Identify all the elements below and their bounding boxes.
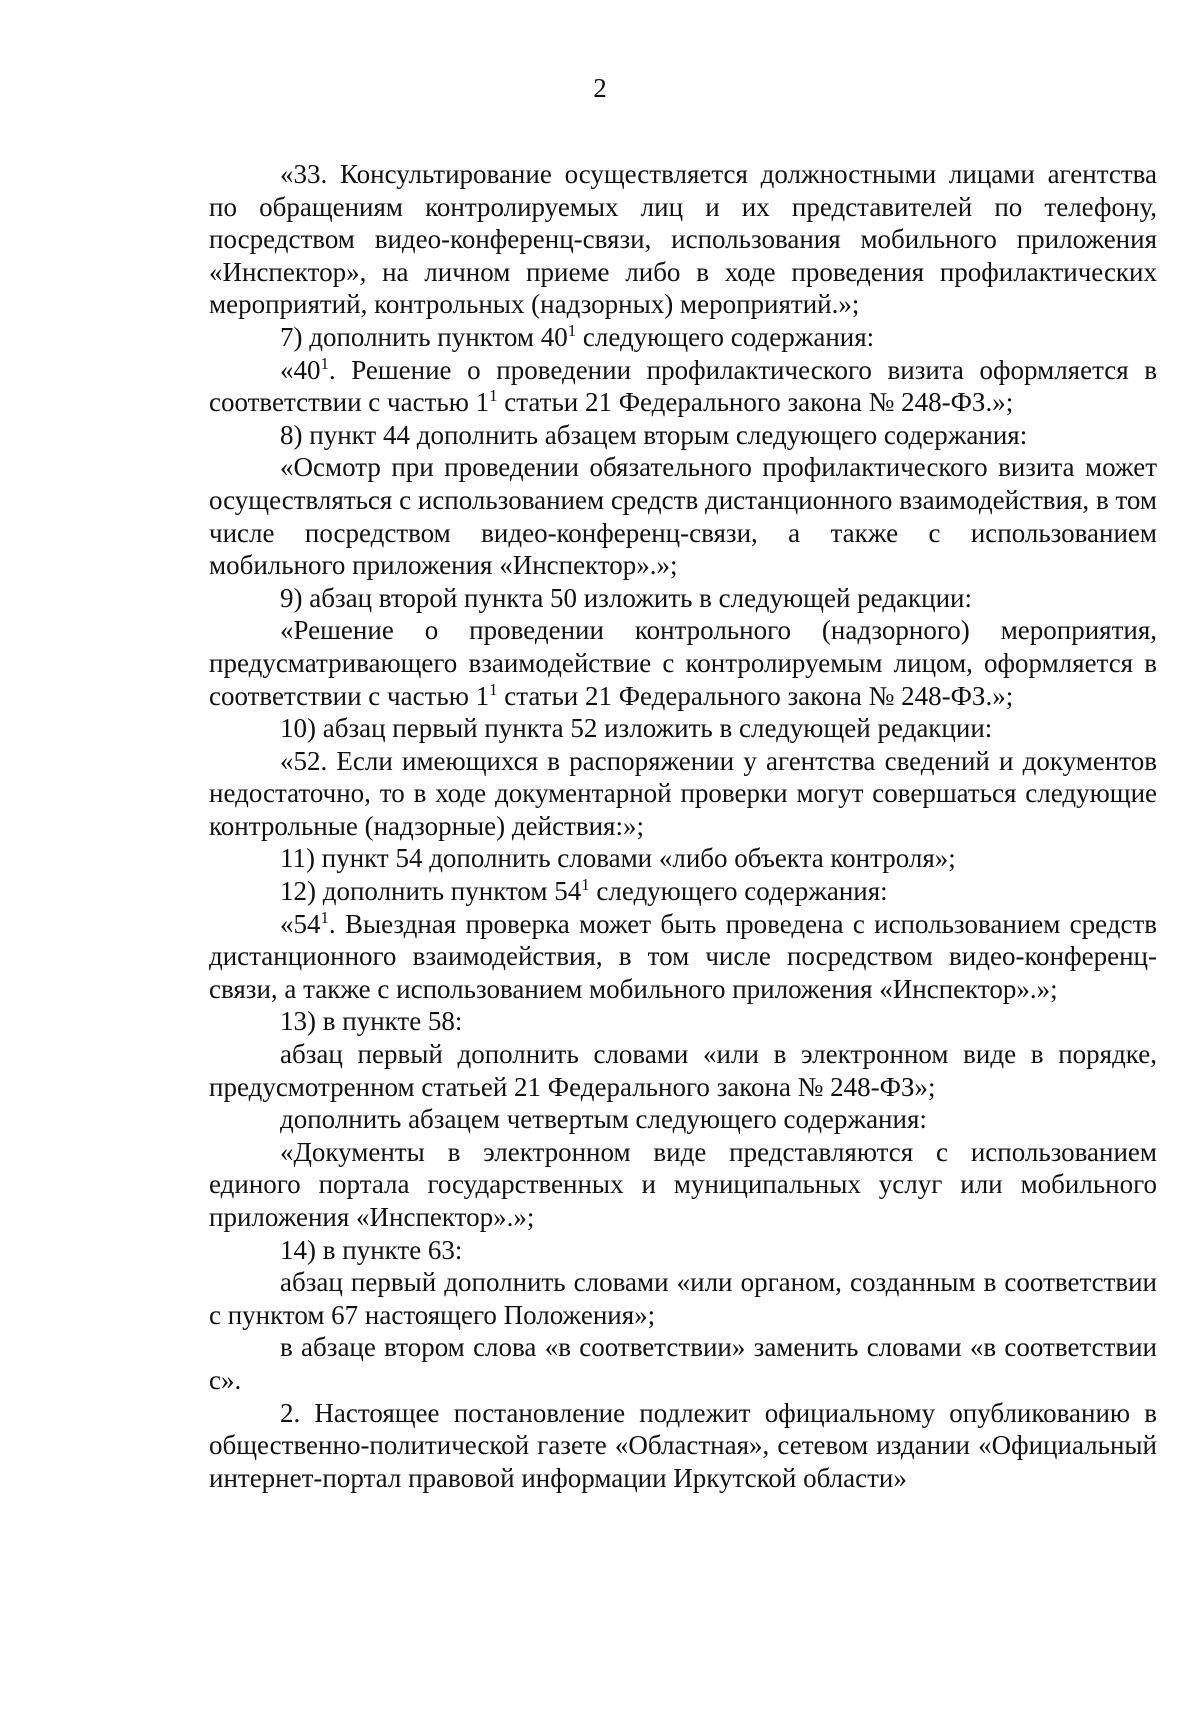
paragraph-item-11: 11) пункт 54 дополнить словами «либо объекта контроля»; bbox=[280, 843, 956, 874]
superscript-index: 1 bbox=[567, 320, 577, 340]
document-body bbox=[209, 158, 1157, 1494]
superscript-index: 1 bbox=[581, 875, 590, 895]
paragraph-item-14-part-2: в абзаце втором слова «в соответствии» заменить словами «в соответствии с». bbox=[209, 1332, 1157, 1395]
paragraph-quote-33: «33. Консультирование осуществляется должностными лицами агентства по обращениям контролируемых лиц и их представителей по телефону, посредством видео-конференц-связи, использования мобильного приложения «Инспектор», на личном приеме либо в ходе проведения профилактических мероприятий, контрольных (надзорных) мероприятий.»; bbox=[209, 159, 1157, 320]
paragraph-quote-decision bbox=[209, 614, 1157, 712]
paragraph-text: «40 bbox=[280, 354, 321, 385]
paragraph-text: статьи 21 Федерального закона № 248-ФЗ.»; bbox=[497, 680, 1014, 711]
paragraph-text: 12) дополнить пунктом 54 bbox=[280, 876, 582, 907]
paragraph-text: 7) дополнить пунктом 40 bbox=[280, 321, 568, 352]
paragraph-item-9: 9) абзац второй пункта 50 изложить в следующей редакции: bbox=[280, 582, 972, 613]
paragraph-item-12 bbox=[209, 875, 1157, 908]
paragraph-quote-54-1 bbox=[209, 908, 1157, 1006]
paragraph-text: «54 bbox=[280, 908, 321, 939]
paragraph-text: следующего содержания: bbox=[576, 321, 875, 352]
paragraph-item-14-part-1: абзац первый дополнить словами «или органом, созданным в соответствии с пунктом 67 настоящего Положения»; bbox=[209, 1267, 1157, 1330]
paragraph-quote-52: «52. Если имеющихся в распоряжении у агентства сведений и документов недостаточно, то в ходе документарной проверки могут совершаться следующие контрольные (надзорные) действия:»; bbox=[209, 745, 1157, 841]
paragraph-item-7 bbox=[209, 321, 1157, 354]
superscript-index: 1 bbox=[320, 907, 329, 927]
superscript-index: 1 bbox=[489, 386, 498, 406]
paragraph-publication: 2. Настоящее постановление подлежит официальному опубликованию в общественно-политической газете «Областная», сетевом издании «Официальный интернет-портал правовой информации Иркутской области» bbox=[209, 1397, 1157, 1493]
paragraph-item-13-part-2: дополнить абзацем четвертым следующего содержания: bbox=[280, 1104, 927, 1135]
paragraph-text: статьи 21 Федерального закона № 248-ФЗ.»; bbox=[497, 387, 1014, 418]
paragraph-item-13-part-1: абзац первый дополнить словами «или в электронном виде в порядке, предусмотренном статьей 21 Федерального закона № 248-ФЗ»; bbox=[209, 1039, 1157, 1102]
superscript-index: 1 bbox=[320, 353, 329, 373]
page-number: 2 bbox=[593, 73, 607, 103]
paragraph-quote-documents: «Документы в электронном виде представляются с использованием единого портала государственных и муниципальных услуг или мобильного приложения «Инспектор».»; bbox=[209, 1136, 1157, 1232]
superscript-index: 1 bbox=[489, 679, 498, 699]
paragraph-text: «Решение о проведении контрольного (надзорного) мероприятия, предусматривающего взаимодействие с контролируемым лицом, оформляется в соответствии с частью 1 bbox=[209, 615, 1157, 711]
paragraph-quote-inspection: «Осмотр при проведении обязательного профилактического визита может осуществляться с использованием средств дистанционного взаимодействия, в том числе посредством видео-конференц-связи, а также с использованием мобильного приложения «Инспектор».»; bbox=[209, 452, 1157, 581]
paragraph-text: следующего содержания: bbox=[589, 876, 888, 907]
paragraph-item-8: 8) пункт 44 дополнить абзацем вторым следующего содержания: bbox=[280, 419, 1028, 450]
paragraph-item-14: 14) в пункте 63: bbox=[280, 1234, 463, 1265]
paragraph-text: . Выездная проверка может быть проведена с использованием средств дистанционного взаимодействия, в том числе посредством видео-конференц-связи, а также с использованием мобильного приложения «Инспектор».»; bbox=[209, 908, 1157, 1004]
paragraph-item-13: 13) в пункте 58: bbox=[280, 1006, 463, 1037]
paragraph-text: . Решение о проведении профилактического визита оформляется в соответствии с частью 1 bbox=[209, 354, 1157, 418]
paragraph-quote-40-1 bbox=[209, 354, 1157, 419]
paragraph-item-10: 10) абзац первый пункта 52 изложить в следующей редакции: bbox=[280, 713, 993, 744]
